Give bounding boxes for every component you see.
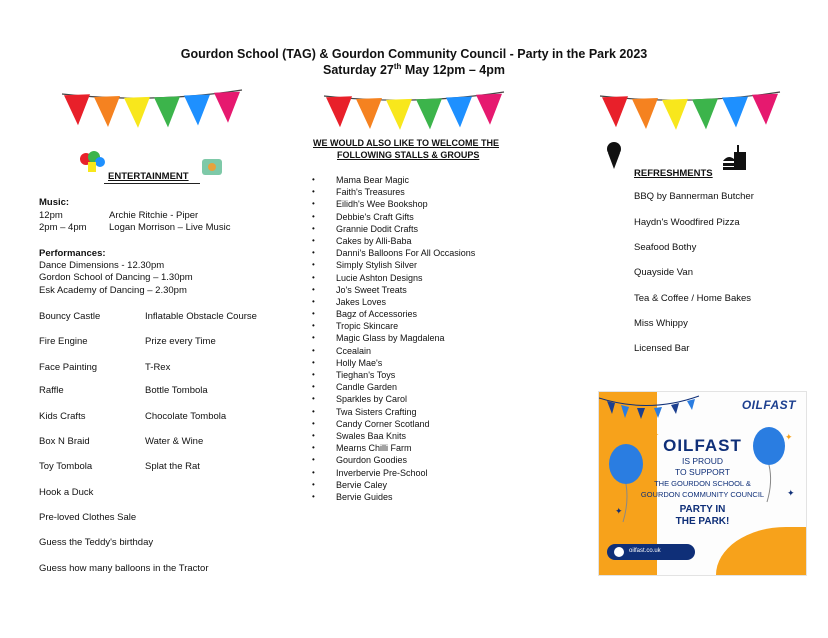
bunting-flag: [124, 97, 150, 128]
stall-item: • Twa Sisters Crafting: [308, 406, 475, 418]
activity-item: Inflatable Obstacle Course: [145, 311, 257, 322]
stall-item: • Bervie Caley: [308, 479, 475, 491]
stalls-heading: FOLLOWING STALLS & GROUPS: [337, 150, 480, 160]
stall-item: • Holly Mae's: [308, 357, 475, 369]
stall-item: • Jo's Sweet Treats: [308, 284, 475, 296]
stalls-heading: WE WOULD ALSO LIKE TO WELCOME THE: [313, 138, 499, 148]
stall-item: • Danni's Balloons For All Occasions: [308, 247, 475, 259]
performance-item: Dance Dimensions - 12.30pm: [39, 260, 165, 271]
entertainment-heading: ENTERTAINMENT: [108, 171, 189, 182]
activity-item: Box N Braid: [39, 436, 90, 447]
bunting-flag: [214, 92, 240, 123]
stall-item: • Eilidh's Wee Bookshop: [308, 198, 475, 210]
ad-text: GOURDON COMMUNITY COUNCIL: [640, 490, 765, 499]
stall-item: • Swales Baa Knits: [308, 430, 475, 442]
music-act: Archie Ritchie - Piper: [109, 210, 199, 221]
activity-item: Guess the Teddy's birthday: [39, 537, 154, 548]
activity-item: T-Rex: [145, 362, 171, 373]
bunting-flag: [94, 96, 120, 127]
bunting-flag: [184, 95, 210, 126]
activity-item: Splat the Rat: [145, 461, 200, 472]
stalls-list: [308, 174, 475, 503]
stall-item: • Candy Corner Scotland: [308, 418, 475, 430]
svg-text:✦: ✦: [615, 506, 623, 516]
bunting-center: [322, 90, 507, 134]
activity-item: Bouncy Castle: [39, 311, 101, 322]
stall-item: • Sparkles by Carol: [308, 393, 475, 405]
music-time: 2pm – 4pm: [39, 222, 87, 233]
stall-item: • Lucie Ashton Designs: [308, 272, 475, 284]
stall-item: • Debbie's Craft Gifts: [308, 211, 475, 223]
activity-item: Fire Engine: [39, 336, 88, 347]
stall-item: • Mama Bear Magic: [308, 174, 475, 186]
stall-item: • Bervie Guides: [308, 491, 475, 503]
bunting-flag: [692, 98, 718, 129]
refreshment-item: Tea & Coffee / Home Bakes: [634, 293, 752, 304]
bunting-flag: [386, 99, 412, 130]
bunting-flag: [476, 94, 502, 125]
refreshment-item: Quayside Van: [634, 267, 693, 278]
svg-text:✦: ✦: [787, 488, 795, 498]
svg-text:✦: ✦: [651, 430, 660, 441]
activity-item: Bottle Tombola: [145, 385, 208, 396]
ad-footer: oilfast.co.uk: [629, 548, 661, 554]
stall-item: • Tropic Skincare: [308, 320, 475, 332]
refreshment-item: BBQ by Bannerman Butcher: [634, 191, 754, 202]
bunting-flag: [326, 96, 352, 127]
stall-item: • Bagz of Accessories: [308, 308, 475, 320]
stall-item: • Gourdon Goodies: [308, 454, 475, 466]
stall-item: • Candle Garden: [308, 381, 475, 393]
stall-item: • Ccealain: [308, 345, 475, 357]
svg-text:✦: ✦: [785, 432, 793, 442]
activity-item: Toy Tombola: [39, 461, 93, 472]
ad-brand: OILFAST: [663, 436, 742, 455]
ad-party: THE PARK!: [675, 516, 730, 527]
bunting-flag: [602, 96, 628, 127]
stall-item: • Jakes Loves: [308, 296, 475, 308]
activity-item: Water & Wine: [145, 436, 204, 447]
stall-item: • Mearns Chilli Farm: [308, 442, 475, 454]
bunting-flag: [662, 99, 688, 130]
performance-item: Gordon School of Dancing – 1.30pm: [39, 272, 193, 283]
performance-item: Esk Academy of Dancing – 2.30pm: [39, 285, 187, 296]
refreshment-item: Licensed Bar: [634, 343, 690, 354]
bunting-flag: [356, 98, 382, 129]
party-balloons-icon: [78, 149, 106, 173]
refreshment-item: Miss Whippy: [634, 318, 688, 329]
music-act: Logan Morrison – Live Music: [109, 222, 231, 233]
oilfast-logo: OILFAST: [741, 398, 796, 412]
activity-item: Chocolate Tombola: [145, 411, 227, 422]
burger-drink-icon: [722, 143, 748, 171]
event-date: Saturday 27th May 12pm – 4pm: [323, 61, 505, 77]
refreshment-item: Haydn's Woodfired Pizza: [634, 217, 740, 228]
stall-item: • Inverbervie Pre-School: [308, 467, 475, 479]
refreshment-item: Seafood Bothy: [634, 242, 697, 253]
ticket-icon: [201, 157, 223, 177]
activity-item: Kids Crafts: [39, 411, 86, 422]
performances-heading: Performances:: [39, 248, 106, 259]
stall-item: • Simply Stylish Silver: [308, 259, 475, 271]
ice-cream-icon: [604, 141, 624, 171]
ad-text: TO SUPPORT: [675, 467, 730, 477]
ad-party: PARTY IN: [679, 504, 726, 515]
activity-item: Pre-loved Clothes Sale: [39, 512, 137, 523]
bunting-flag: [632, 98, 658, 129]
bunting-flag: [722, 97, 748, 128]
refreshments-heading: REFRESHMENTS: [634, 168, 713, 179]
bunting-flag: [64, 94, 90, 125]
oilfast-advert: [598, 391, 807, 576]
ad-text: IS PROUD: [681, 456, 724, 466]
activity-item: Face Painting: [39, 362, 98, 373]
bunting-flag: [752, 94, 778, 125]
heading-rule: [104, 183, 200, 184]
stall-item: • Cakes by Alli-Baba: [308, 235, 475, 247]
bunting-flag: [416, 98, 442, 129]
bunting-left: [60, 88, 245, 132]
ad-text: THE GOURDON SCHOOL &: [654, 479, 751, 488]
activity-item: Prize every Time: [145, 336, 216, 347]
stall-item: • Grannie Dodit Crafts: [308, 223, 475, 235]
bunting-flag: [154, 96, 180, 127]
activity-item: Guess how many balloons in the Tractor: [39, 563, 209, 574]
activity-item: Raffle: [39, 385, 64, 396]
music-heading: Music:: [39, 197, 70, 208]
bunting-flag: [446, 97, 472, 128]
stall-item: • Tieghan's Toys: [308, 369, 475, 381]
music-time: 12pm: [39, 210, 63, 221]
activity-item: Hook a Duck: [39, 487, 94, 498]
stall-item: • Magic Glass by Magdalena: [308, 332, 475, 344]
bunting-right: [598, 90, 783, 134]
stall-item: • Faith's Treasures: [308, 186, 475, 198]
page-title: Gourdon School (TAG) & Gourdon Community Council - Party in the Park 2023: [180, 47, 648, 61]
